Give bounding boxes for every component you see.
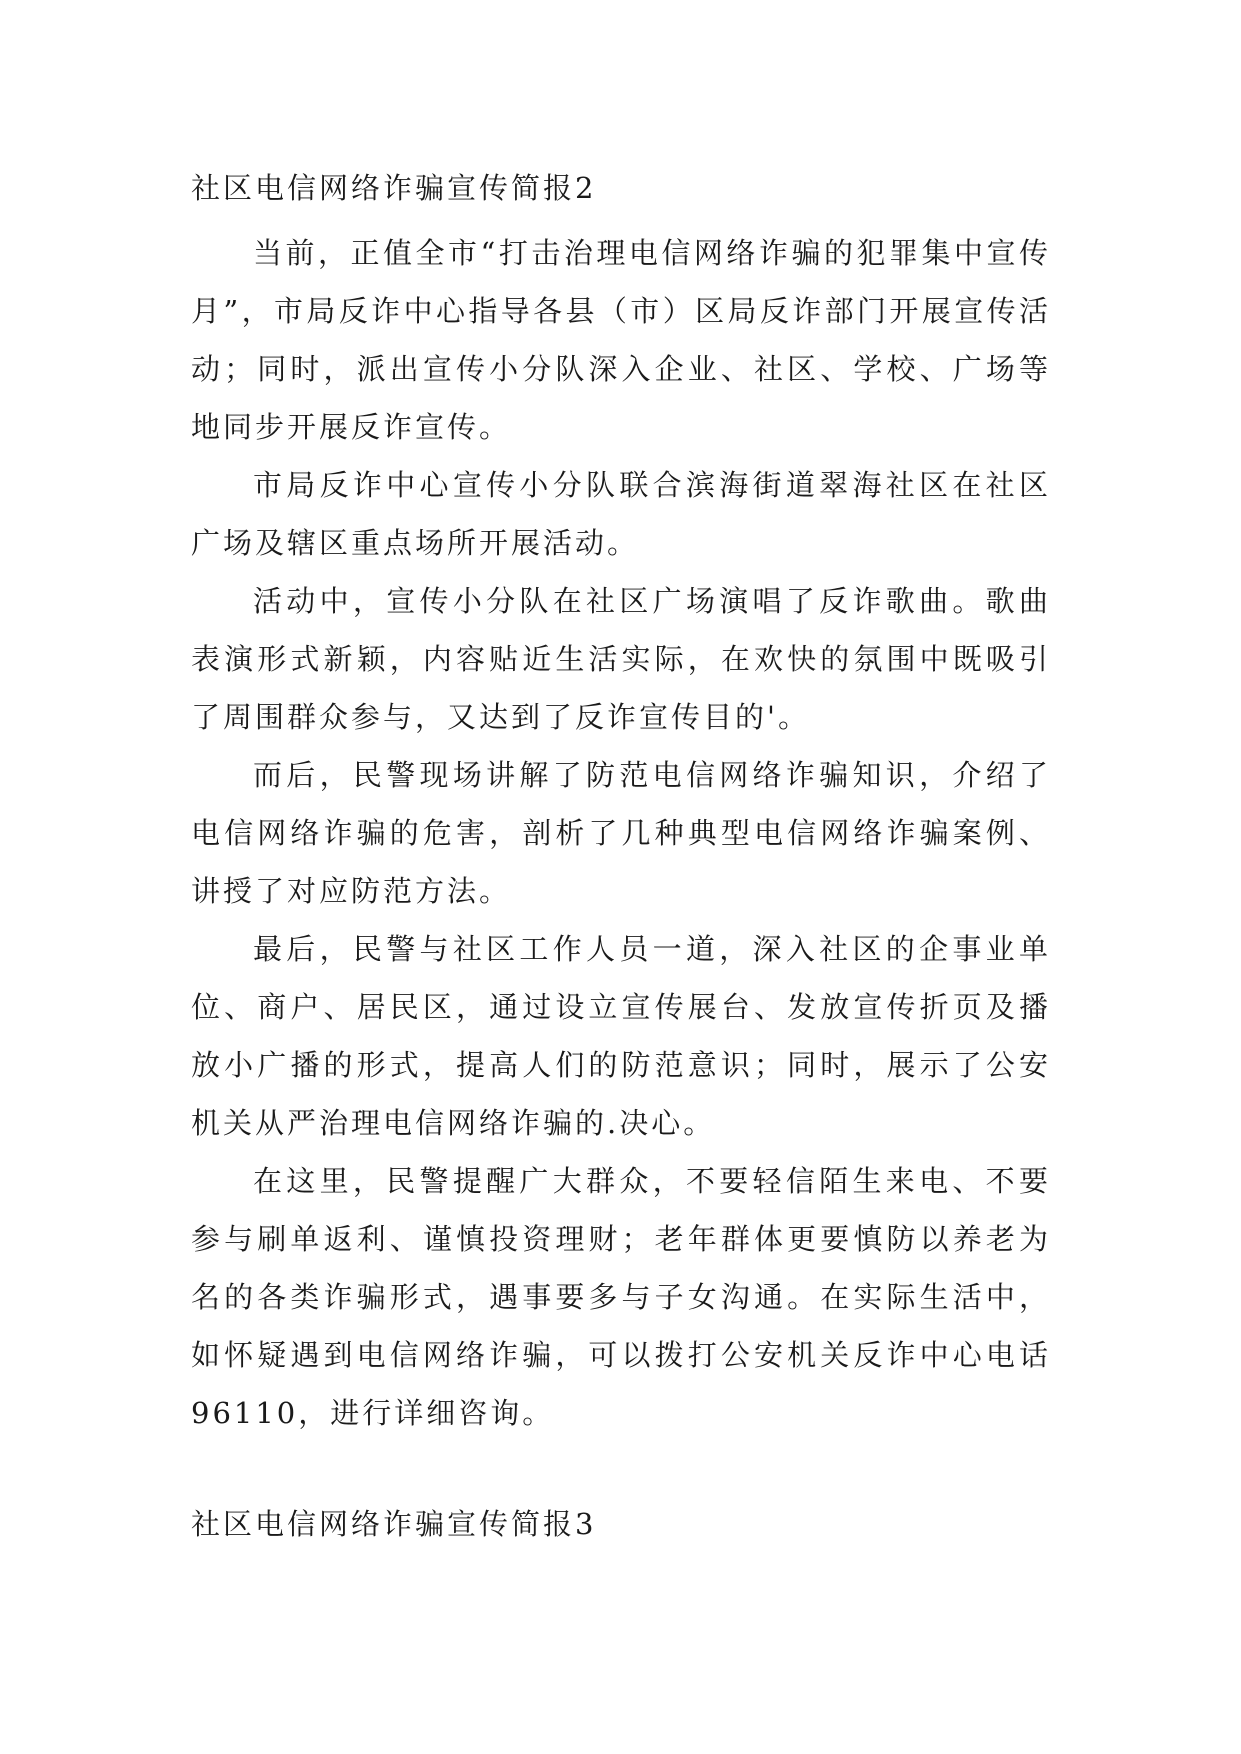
paragraph-police-lecture: 而后，民警现场讲解了防范电信网络诈骗知识，介绍了电信网络诈骗的危害，剖析了几种典型电信网络诈骗案例、讲授了对应防范方法。: [191, 758, 1051, 908]
document-body: [191, 224, 1051, 1442]
paragraph-reminder: 在这里，民警提醒广大群众，不要轻信陌生来电、不要参与刷单返利、谨慎投资理财；老年群体更要慎防以养老为名的各类诈骗形式，遇事要多与子女沟通。在实际生活中，如怀疑遇到电信网络诈骗，可以拨打公安机关反诈中心电话96110，进行详细咨询。: [191, 1164, 1051, 1430]
paragraph-community-outreach: 最后，民警与社区工作人员一道，深入社区的企事业单位、商户、居民区，通过设立宣传展台、发放宣传折页及播放小广播的形式，提高人们的防范意识；同时，展示了公安机关从严治理电信网络诈骗的.决心。: [191, 932, 1051, 1140]
section-heading: 社区电信网络诈骗宣传简报3: [191, 1507, 597, 1541]
paragraph-intro: 当前，正值全市“打击治理电信网络诈骗的犯罪集中宣传月”，市局反诈中心指导各县（市）区局反诈部门开展宣传活动；同时，派出宣传小分队深入企业、社区、学校、广场等地同步开展反诈宣传。: [191, 236, 1051, 444]
paragraph-song-performance: 活动中，宣传小分队在社区广场演唱了反诈歌曲。歌曲表演形式新颖，内容贴近生活实际，在欢快的氛围中既吸引了周围群众参与，又达到了反诈宣传目的'。: [191, 584, 1051, 734]
section-heading: 社区电信网络诈骗宣传简报2: [191, 171, 597, 205]
paragraph-team-activity: 市局反诈中心宣传小分队联合滨海街道翠海社区在社区广场及辖区重点场所开展活动。: [191, 468, 1051, 560]
